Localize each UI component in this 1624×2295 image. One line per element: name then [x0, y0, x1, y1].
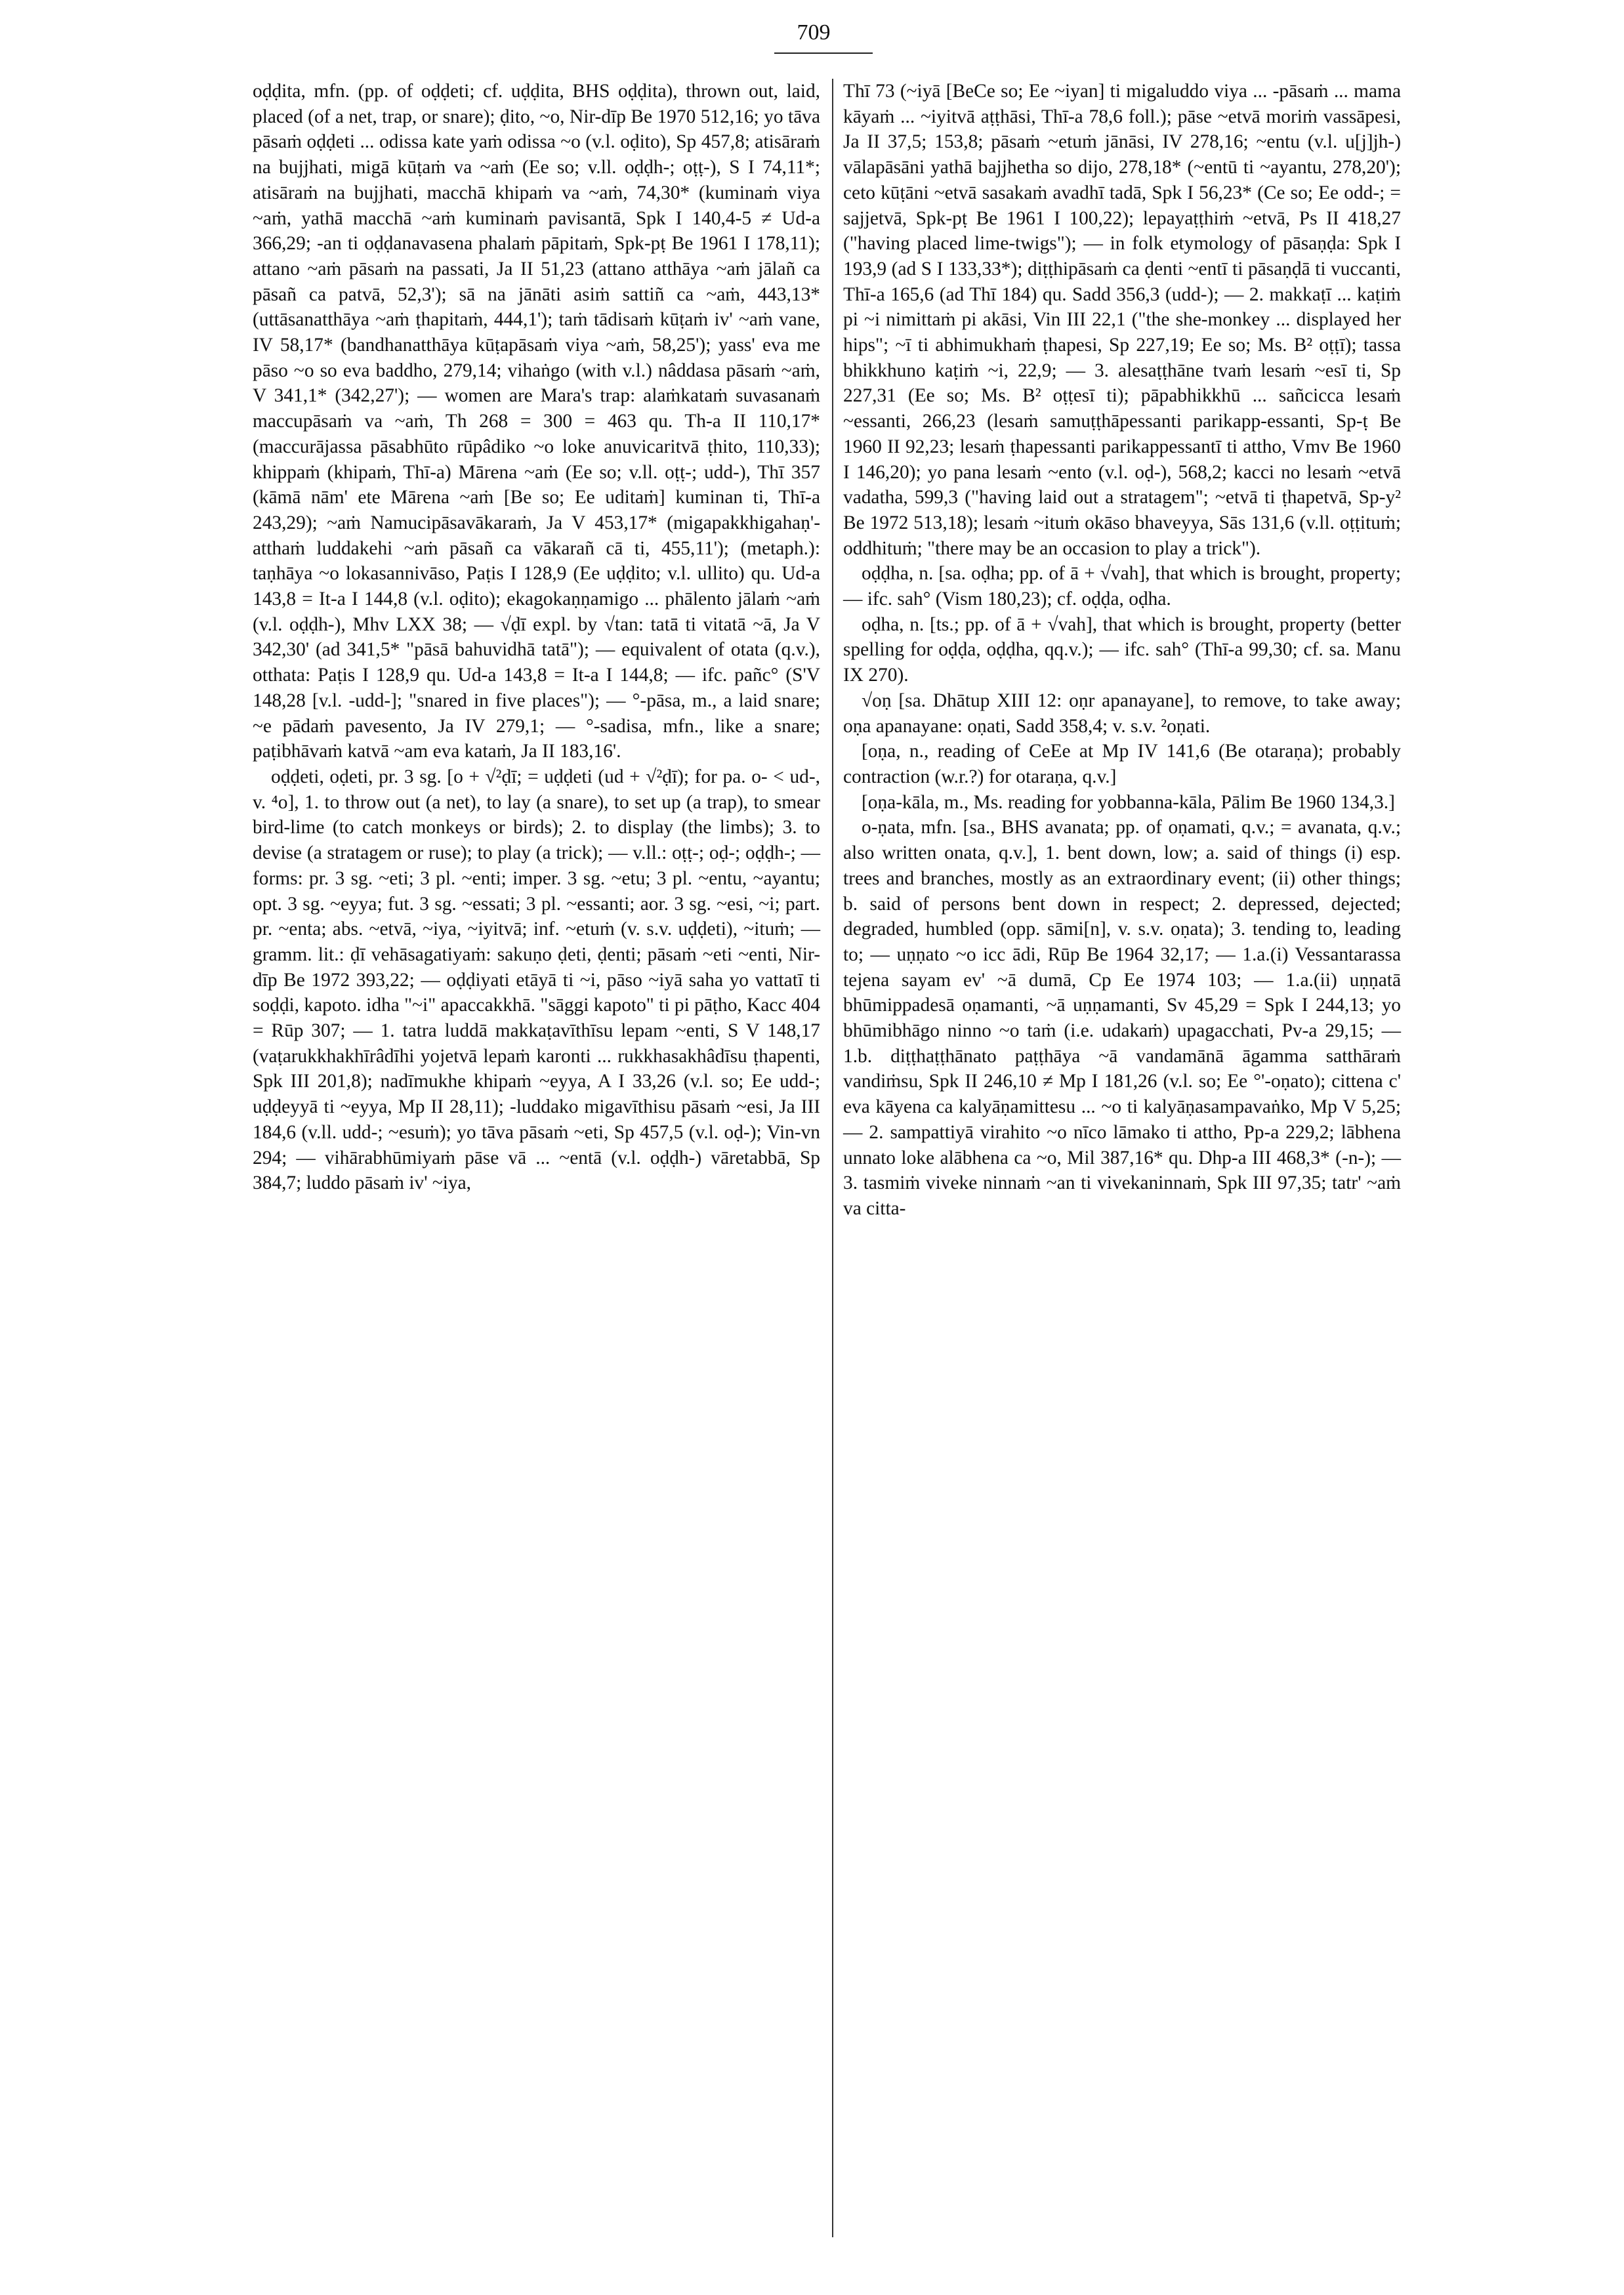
entry-ona-kala: [oṇa-kāla, m., Ms. reading for yobbanna-kāla, Pālim Be 1960 134,3.] — [862, 791, 1395, 813]
left-column — [253, 79, 820, 1196]
entry-root-on: √oṇ [sa. Dhātup XIII 12: oṇr apanayane], to remove, to take away; oṇa apanayane: oṇati, Sadd 358,4; v. s.v. ²oṇati. — [843, 690, 1401, 737]
page-number: 709 — [797, 20, 831, 45]
entry-oddeti-continued: Thī 73 (~iyā [BeCe so; Ee ~iyan] ti migaluddo viya ... -pāsaṁ ... mama kāyaṁ ... ~iyitvā aṭṭhāsi, Thī-a 78,6 foll.); pāse ~etvā moriṁ vassāpesi, Ja II 37,5; 153,8; pāsaṁ ~etuṁ jānāsi, IV 278,16; ~entu (v.l. u[j]jh-) vālapāsāni yathā bajjhetha so dijo, 278,18* (~entū ti ~ayantu, 278,20'); ceto kūṭāni ~etvā sasakaṁ avadhī tadā, Spk I 56,23* (Ce so; Ee odd-; = sajjetvā, Spk-pṭ Be 1961 I 100,22); lepayaṭṭhiṁ ~etvā, Ps II 418,27 ("having placed lime-twigs"); — in folk etymology of pāsaṇḍa: Spk I 193,9 (ad S I 133,33*); diṭṭhipāsaṁ ca ḍenti ~entī ti pāsaṇḍā ti vuccanti, Thī-a 165,6 (ad Thī 184) qu. Sadd 356,3 (udd-); — 2. makkaṭī ... kaṭiṁ pi ~i nimittaṁ pi akāsi, Vin III 22,1 ("the she-monkey ... displayed her hips"; ~ī ti abhimukhaṁ ṭhapesi, Sp 227,19; Ee so; Ms. B² oṭṭī); tassa bhikkhuno kaṭiṁ ~i, 22,9; — 3. alesaṭṭhāne tvaṁ lesaṁ ~esī ti, Sp 227,31 (Ee so; Ms. B² oṭṭesī ti); pāpabhikkhū ... sañcicca lesaṁ ~essanti, 266,23 (lesaṁ samuṭṭhāpessanti parikapp-essanti, Sp-ṭ Be 1960 II 92,23; lesaṁ ṭhapessanti parikappessantī ti attho, Vmv Be 1960 I 146,20); yo pana lesaṁ ~ento (v.l. oḍ-), 568,2; kacci no lesaṁ ~etvā vadatha, 599,3 ("having laid out a stratagem"; ~etvā ti ṭhapetvā, Sp-y² Be 1972 513,18); lesaṁ ~ituṁ okāso bhaveyya, Sās 131,6 (v.ll. oṭṭituṁ; oddhituṁ; "there may be an occasion to play a trick"). — [843, 81, 1401, 559]
header-rule — [774, 52, 873, 54]
entry-ona: [oṇa, n., reading of CeEe at Mp IV 141,6 (Be otaraṇa); probably contraction (w.r.?) for otaraṇa, q.v.] — [843, 741, 1401, 787]
entry-oddeti: oḍḍeti, oḍeti, pr. 3 sg. [o + √²ḍī; = uḍḍeti (ud + √²ḍī); for pa. o- < ud-, v. ⁴o], 1. to throw out (a net), to lay (a snare), to set up (a trap), to smear bird-lime (to catch monkeys or birds); 2. to display (the limbs); 3. to devise (a stratagem or ruse); to play (a trick); — v.ll.: oṭṭ-; oḍ-; oḍḍh-; — forms: pr. 3 sg. ~eti; 3 pl. ~enti; imper. 3 sg. ~etu; 3 pl. ~entu, ~ayantu; opt. 3 sg. ~eyya; fut. 3 sg. ~essati; 3 pl. ~essanti; aor. 3 sg. ~esi, ~i; part. pr. ~enta; abs. ~etvā, ~iya, ~iyitvā; inf. ~etuṁ (v. s.v. uḍḍeti), ~ituṁ; — gramm. lit.: ḍī vehāsagatiyaṁ: sakuṇo ḍeti, ḍenti; pāsaṁ ~eti ~enti, Nir-dīp Be 1972 393,22; — oḍḍiyati etāyā ti ~i, pāso ~iyā saha yo vattatī ti soḍḍi, kapoto. idha "~i" apaccakkhā. "sāggi kapoto" ti pi pāṭho, Kacc 404 = Rūp 307; — 1. tatra luddā makkaṭavīthīsu lepam ~enti, S V 148,17 (vaṭarukkhakhīrâdīhi yojetvā lepaṁ karonti ... rukkhasakhâdīsu ṭhapenti, Spk III 201,8); nadīmukhe khipaṁ ~eyya, A I 33,26 (v.l. so; Ee udd-; uḍḍeyyā ti ~eyya, Mp II 28,11); -luddako migavīthisu pāsaṁ ~esi, Ja III 184,6 (v.ll. udd-; ~esuṁ); yo tāva pāsaṁ ~eti, Sp 457,5 (v.l. oḍ-); Vin-vn 294; — vihārabhūmiyaṁ pāse vā ... ~entā (v.l. oḍḍh-) vāretabbā, Sp 384,7; luddo pāsaṁ iv' ~iya, — [253, 766, 820, 1194]
entry-onata: o-ṇata, mfn. [sa., BHS avanata; pp. of oṇamati, q.v.; = avanata, q.v.; also written onata, q.v.], 1. bent down, low; a. said of things (i) esp. trees and branches, mostly as an extraordinary event; (ii) other things; b. said of persons bent down in respect; 2. depressed, dejected; degraded, humbled (opp. sāmi[n], v. s.v. oṇata); 3. tending to, leading to; — uṇṇato ~o icc ādi, Rūp Be 1964 32,17; — 1.a.(i) Vessantarassa tejena sayam ev' ~ā dumā, Cp Ee 1974 103; — 1.a.(ii) uṇṇatā bhūmippadesā oṇamanti, ~ā uṇṇamanti, Sv 45,29 = Spk I 244,13; yo bhūmibhāgo ninno ~o taṁ (i.e. udakaṁ) upagacchati, Pv-a 29,15; — 1.b. diṭṭhaṭṭhānato paṭṭhāya ~ā vandamānā āgamma satthāraṁ vandiṁsu, Spk II 246,10 ≠ Mp I 181,26 (v.l. so; Ee °'-oṇato); cittena c' eva kāyena ca kalyāṇamittesu ... ~o ti kalyāṇasampavaṅko, Mp V 5,25; — 2. sampattiyā virahito ~o nīco lāmako ti attho, Pp-a 229,2; lābhena unnato loke alābhena ca ~o, Mil 387,16* qu. Dhp-a III 468,3* (-n-); — 3. tasmiṁ viveke ninnaṁ ~an ti vivekaninnaṁ, Spk III 97,35; tatr' ~aṁ va citta- — [843, 817, 1401, 1219]
right-column — [843, 79, 1401, 1222]
column-divider — [832, 79, 833, 2237]
entry-oddita: oḍḍita, mfn. (pp. of oḍḍeti; cf. uḍḍita, BHS oḍḍita), thrown out, laid, placed (of a net, trap, or snare); ḍito, ~o, Nir-dīp Be 1970 512,16; yo tāva pāsaṁ oḍḍeti ... odissa kate yaṁ odissa ~o (v.l. oḍito), Sp 457,8; atisāraṁ na bujjhati, migā kūṭaṁ va ~aṁ (Ee so; v.ll. oḍḍh-; oṭṭ-), S I 74,11*; atisāraṁ na bujjhati, macchā khipaṁ va ~aṁ, 74,30* (kuminaṁ viya ~aṁ, yathā macchā ~aṁ kuminaṁ pavisantā, Spk I 140,4-5 ≠ Ud-a 366,29; -an ti oḍḍanavasena phalaṁ pāpitaṁ, Spk-pṭ Be 1961 I 178,11); attano ~aṁ pāsaṁ na passati, Ja II 51,23 (attano atthāya ~aṁ jālañ ca pāsañ ca patvā, 52,3'); sā na jānāti asiṁ sattiñ ca ~aṁ, 443,13* (uttāsanatthāya ~aṁ ṭhapitaṁ, 444,1'); taṁ tādisaṁ kūṭaṁ iv' ~aṁ vane, IV 58,17* (bandhanatthāya kūṭapāsaṁ viya ~aṁ, 58,25'); yass' eva me pāso ~o so eva baddho, 279,14; vihaṅgo (with v.l.) nâddasa pāsaṁ ~aṁ, V 341,1* (342,27'); — women are Mara's trap: alaṁkataṁ suvasanaṁ maccupāsaṁ va ~aṁ, Th 268 = 300 = 463 qu. Th-a II 110,17* (maccurājassa pāsabhūto rūpâdiko ~o loke anuvicaritvā ṭhito, 110,33); khippaṁ (khipaṁ, Thī-a) Mārena ~aṁ (Ee so; v.ll. oṭṭ-; udd-), Thī 357 (kāmā nām' ete Mārena ~aṁ [Be so; Ee uditaṁ] kuminan ti, Thī-a 243,29); ~aṁ Namucipāsavākaraṁ, Ja V 453,17* (migapakkhigahaṇ'-atthaṁ luddakehi ~aṁ pāsañ ca vākarañ cā ti, 455,11'); (metaph.): taṇhāya ~o lokasannivāso, Paṭis I 128,9 (Ee uḍḍito; v.l. ullito) qu. Ud-a 143,8 = It-a I 144,8 (v.l. oḍito); ekagokaṇṇamigo ... phālento jālaṁ ~aṁ (v.l. oḍḍh-), Mhv LXX 38; — √ḍī expl. by √tan: tatā ti vitatā ~ā, Ja V 342,30' (ad 341,5* "pāsā bahuvidhā tatā"); — equivalent of otata (q.v.), otthata: Paṭis I 128,9 qu. Ud-a 143,8 = It-a I 144,8; — ifc. pañc° (S'V 148,28 [v.l. -udd-]; "snared in five places"); — °-pāsa, m., a laid snare; ~e pādaṁ pavesento, Ja IV 279,1; — °-sadisa, mfn., like a snare; paṭibhāvaṁ katvā ~am eva kataṁ, Ja II 183,16'. — [253, 81, 820, 762]
entry-oddha: oḍḍha, n. [sa. oḍha; pp. of ā + √vah], that which is brought, property; — ifc. sah° (Vism 180,23); cf. oḍḍa, oḍha. — [843, 563, 1401, 610]
entry-odha: oḍha, n. [ts.; pp. of ā + √vah], that which is brought, property (better spelling for oḍḍa, oḍḍha, qq.v.); — ifc. sah° (Thī-a 99,30; cf. sa. Manu IX 270). — [843, 613, 1401, 686]
